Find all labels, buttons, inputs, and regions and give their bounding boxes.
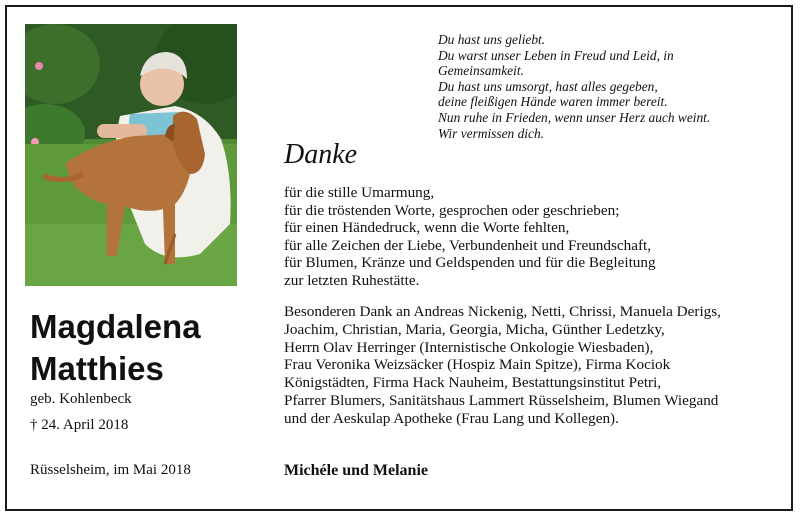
special-thanks-line: Pfarrer Blumers, Sanitätshaus Lammert Rüsselsheim, Blumen Wiegand: [284, 391, 719, 409]
special-thanks-line: Königstädten, Firma Hack Nauheim, Bestattungsinstitut Petri,: [284, 374, 662, 392]
poem-line: Du warst unser Leben in Freud und Leid, in: [438, 47, 674, 63]
poem-line: Nun ruhe in Frieden, wenn unser Herz auch weint.: [438, 109, 711, 125]
death-date: † 24. April 2018: [30, 417, 129, 433]
thanks-line: für Blumen, Kränze und Geldspenden und für die Begleitung: [284, 254, 656, 272]
thanks-line: für die tröstenden Worte, gesprochen oder geschrieben;: [284, 201, 620, 219]
poem-line: Wir vermissen dich.: [438, 125, 544, 141]
portrait-photo: [25, 24, 237, 286]
poem-line: Du hast uns geliebt.: [438, 32, 546, 47]
special-thanks-line: Herrn Olav Herringer (Internistische Onkologie Wiesbaden),: [284, 338, 654, 356]
photo-woman-with-dog: [25, 24, 237, 286]
deceased-first-name: Magdalena: [30, 308, 201, 345]
poem-line: deine fleißigen Hände waren immer bereit.: [438, 94, 668, 110]
deceased-last-name: Matthies: [30, 350, 164, 387]
signature: Michéle und Melanie: [284, 462, 428, 479]
special-thanks-line: Frau Veronika Weizsäcker (Hospiz Main Spitze), Firma Kociok: [284, 356, 671, 374]
birth-name: geb. Kohlenbeck: [30, 391, 132, 407]
special-thanks-paragraph: [284, 303, 721, 428]
poem-line: Du hast uns umsorgt, hast alles gegeben,: [438, 78, 658, 94]
heading-danke: Danke: [284, 139, 358, 170]
thanks-line: für einen Händedruck, wenn die Worte fehlten,: [284, 219, 570, 237]
thanks-line: für alle Zeichen der Liebe, Verbundenheit und Freundschaft,: [284, 236, 652, 254]
thanks-paragraph: [284, 184, 656, 290]
poem: [438, 32, 710, 141]
thanks-line: für die stille Umarmung,: [284, 184, 435, 201]
special-thanks-line: Joachim, Christian, Maria, Georgia, Micha, Günther Ledetzky,: [284, 320, 665, 338]
special-thanks-line: Besonderen Dank an Andreas Nickenig, Netti, Chrissi, Manuela Derigs,: [284, 303, 721, 320]
place-and-date: Rüsselsheim, im Mai 2018: [30, 462, 191, 478]
poem-line: Gemeinsamkeit.: [438, 63, 524, 79]
thanks-line: zur letzten Ruhestätte.: [284, 271, 420, 289]
special-thanks-line: und der Aeskulap Apotheke (Frau Lang und Kollegen).: [284, 409, 619, 427]
